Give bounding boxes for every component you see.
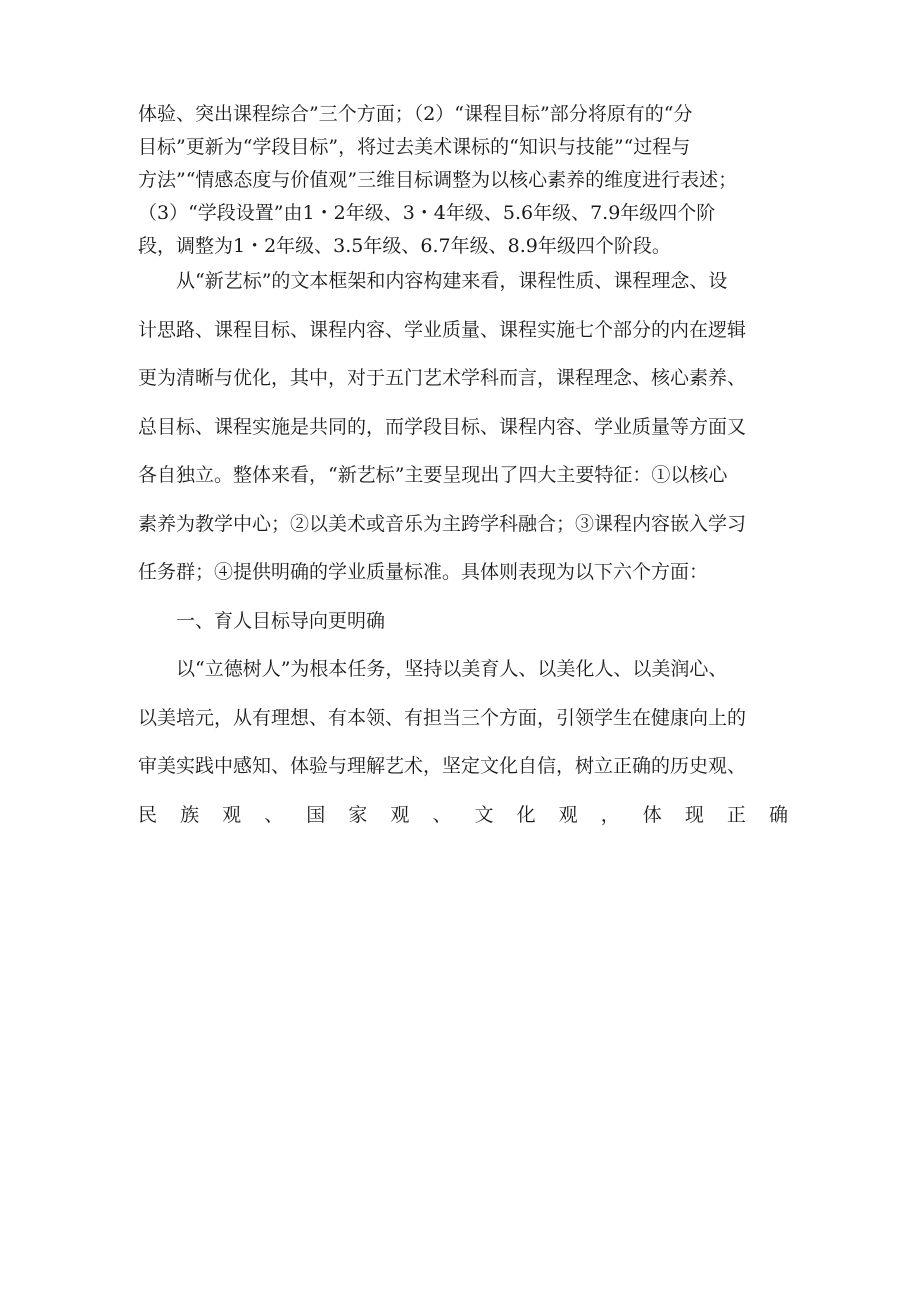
paragraph-3-line: 以美培元，从有理想、有本领、有担当三个方面，引领学生在健康向上的 bbox=[138, 706, 747, 729]
char: 化 bbox=[516, 803, 536, 826]
char: 族 bbox=[180, 803, 200, 826]
paragraph-2-line: 各自独立。整体来看，“新艺标”主要呈现出了四大主要特征：①以核心 bbox=[138, 464, 728, 486]
paragraph-1-line: 体验、突出课程综合”三个方面；（2）“课程目标”部分将原有的“分 bbox=[138, 103, 693, 125]
char: 文 bbox=[474, 803, 494, 826]
char: 民 bbox=[138, 803, 158, 826]
paragraph-1-line: 目标”更新为“学段目标”，将过去美术课标的“知识与技能”“过程与 bbox=[138, 136, 691, 158]
char: 、 bbox=[264, 803, 284, 826]
char: 国 bbox=[306, 803, 326, 826]
paragraph-3-line: 以“立德树人”为根本任务，坚持以美育人、以美化人、以美润心、 bbox=[176, 658, 728, 680]
char: 观 bbox=[222, 803, 242, 826]
paragraph-3-line: 审美实践中感知、体验与理解艺术，坚定文化自信，树立正确的历史观、 bbox=[138, 755, 747, 777]
char: 观 bbox=[558, 803, 578, 826]
char: 家 bbox=[348, 803, 368, 826]
char: 正 bbox=[726, 803, 746, 826]
paragraph-3-justified-line bbox=[138, 791, 788, 840]
paragraph-2-line: 素养为教学中心；②以美术或音乐为主跨学科融合；③课程内容嵌入学习 bbox=[138, 512, 747, 535]
paragraph-2-line: 从“新艺标”的文本框架和内容构建来看，课程性质、课程理念、设 bbox=[176, 270, 728, 292]
char: 确 bbox=[768, 803, 788, 826]
paragraph-2-line: 计思路、课程目标、课程内容、学业质量、课程实施七个部分的内在逻辑 bbox=[138, 318, 747, 341]
paragraph-1 bbox=[138, 98, 788, 263]
char: 体 bbox=[642, 803, 662, 826]
paragraph-1-line: 方法”“情感态度与价值观”三维目标调整为以核心素养的维度进行表述； bbox=[138, 169, 738, 191]
char: 现 bbox=[684, 803, 704, 826]
paragraph-2 bbox=[138, 257, 788, 839]
paragraph-2-line: 更为清晰与优化，其中，对于五门艺术学科而言，课程理念、核心素养、 bbox=[138, 367, 747, 389]
char: 观 bbox=[390, 803, 410, 826]
paragraph-1-line: 段，调整为1・2年级、3.5年级、6.7年级、8.9年级四个阶段。 bbox=[138, 235, 671, 257]
char: ， bbox=[600, 803, 620, 826]
section-heading: 一、育人目标导向更明确 bbox=[176, 609, 386, 632]
paragraph-2-line: 总目标、课程实施是共同的，而学段目标、课程内容、学业质量等方面又 bbox=[138, 415, 747, 438]
paragraph-1-line: （3）“学段设置”由1・2年级、3・4年级、5.6年级、7.9年级四个阶 bbox=[138, 202, 716, 224]
paragraph-2-line: 任务群；④提供明确的学业质量标准。具体则表现为以下六个方面： bbox=[138, 561, 709, 583]
char: 、 bbox=[432, 803, 452, 826]
